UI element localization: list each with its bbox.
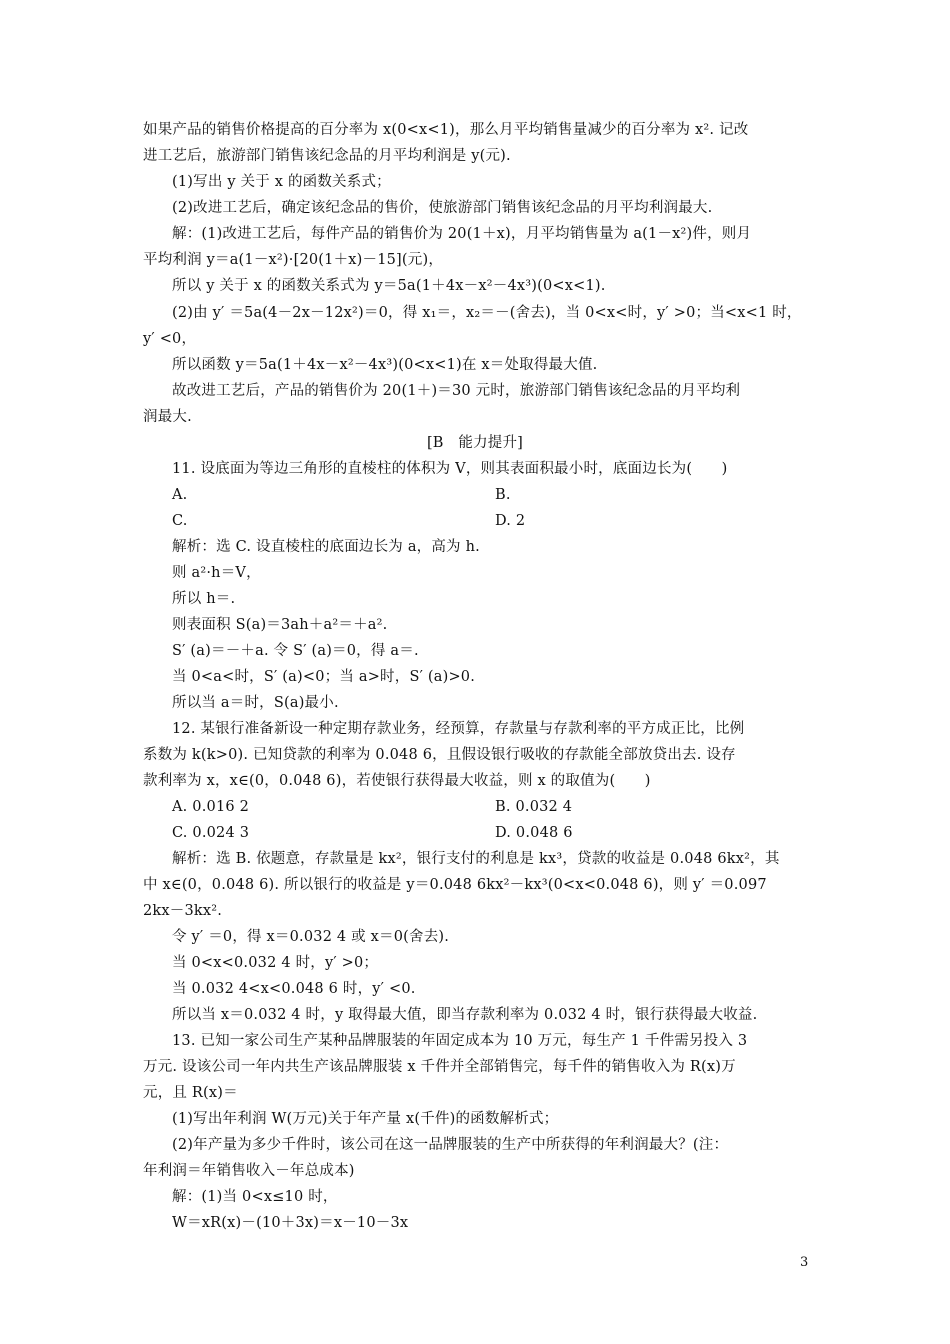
text-line: 解：(1)改进工艺后，每件产品的销售价为 20(1＋x)，月平均销售量为 a(1－x²)件，则月 — [172, 226, 752, 242]
text-line: 则表面积 S(a)＝3ah＋a²＝＋a². — [172, 617, 388, 633]
text-line: 如果产品的销售价格提高的百分率为 x(0<x<1)，那么月平均销售量减少的百分率为 x². 记改 — [143, 122, 749, 138]
text-line: (2)由 y′ ＝5a(4－2x－12x²)＝0，得 x₁＝，x₂＝－(舍去)，当 0<x<时，y′ >0；当<x<1 时， — [172, 305, 802, 321]
question-13: 13. 已知一家公司生产某种品牌服装的年固定成本为 10 万元，每生产 1 千件需另投入 3 — [172, 1033, 748, 1049]
question-12: 12. 某银行准备新设一种定期存款业务，经预算，存款量与存款利率的平方成正比，比例 — [172, 721, 745, 737]
text-line: 系数为 k(k>0). 已知贷款的利率为 0.048 6，且假设银行吸收的存款能全部放贷出去. 设存 — [143, 747, 736, 763]
text-line: 则 a²·h＝V， — [172, 565, 261, 581]
option-d: D. 0.048 6 — [495, 825, 573, 841]
text-line: 令 y′ ＝0，得 x＝0.032 4 或 x＝0(舍去). — [172, 929, 450, 945]
option-b: B. 0.032 4 — [495, 799, 573, 815]
text-line: 中 x∈(0，0.048 6). 所以银行的收益是 y＝0.048 6kx²－kx³(0<x<0.048 6)，则 y′ ＝0.097 — [143, 877, 767, 893]
section-heading: [B 能力提升] — [426, 435, 524, 451]
text-line: 所以当 a＝时，S(a)最小. — [172, 695, 339, 711]
option-c: C. 0.024 3 — [172, 825, 250, 841]
text-line: (2)改进工艺后，确定该纪念品的售价，使旅游部门销售该纪念品的月平均利润最大. — [172, 200, 713, 216]
option-a: A. — [172, 487, 188, 503]
text-line: 2kx－3kx². — [143, 903, 223, 919]
text-line: 款利率为 x，x∈(0，0.048 6)，若使银行获得最大收益，则 x 的取值为( ) — [143, 773, 651, 789]
text-line: 所以当 x＝0.032 4 时，y 取得最大值，即当存款利率为 0.032 4 时，银行获得最大收益. — [172, 1007, 758, 1023]
text-line: (2)年产量为多少千件时，该公司在这一品牌服装的生产中所获得的年利润最大？(注： — [172, 1137, 729, 1153]
text-line: 平均利润 y＝a(1－x²)·[20(1＋x)－15](元)， — [143, 252, 444, 268]
text-line: 所以 y 关于 x 的函数关系式为 y＝5a(1＋4x－x²－4x³)(0<x<1). — [172, 278, 606, 294]
text-line: 润最大. — [143, 409, 192, 425]
text-line: y′ <0， — [143, 331, 197, 347]
text-line: W＝xR(x)－(10＋3x)＝x－10－3x — [172, 1215, 409, 1231]
option-b: B. — [495, 487, 511, 503]
option-d: D. 2 — [495, 513, 526, 529]
text-line: 进工艺后，旅游部门销售该纪念品的月平均利润是 y(元). — [143, 148, 511, 164]
page-number: 3 — [800, 1255, 809, 1270]
text-line: 解析：选 C. 设直棱柱的底面边长为 a，高为 h. — [172, 539, 480, 555]
text-line: 当 0.032 4<x<0.048 6 时，y′ <0. — [172, 981, 416, 997]
text-line: 解：(1)当 0<x≤10 时， — [172, 1189, 338, 1205]
text-line: (1)写出年利润 W(万元)关于年产量 x(千件)的函数解析式； — [172, 1111, 559, 1127]
text-line: 所以函数 y＝5a(1＋4x－x²－4x³)(0<x<1)在 x＝处取得最大值. — [172, 357, 598, 373]
text-line: S′ (a)＝－＋a. 令 S′ (a)＝0，得 a＝. — [172, 643, 419, 659]
question-11: 11. 设底面为等边三角形的直棱柱的体积为 V，则其表面积最小时，底面边长为( ) — [172, 461, 728, 477]
text-line: 当 0<a<时，S′ (a)<0；当 a>时，S′ (a)>0. — [172, 669, 476, 685]
text-line: (1)写出 y 关于 x 的函数关系式； — [172, 174, 391, 190]
text-line: 解析：选 B. 依题意，存款量是 kx²，银行支付的利息是 kx³，贷款的收益是 0.048 6kx²，其 — [172, 851, 780, 867]
text-line: 故改进工艺后，产品的销售价为 20(1＋)＝30 元时，旅游部门销售该纪念品的月平均利 — [172, 383, 741, 399]
text-line: 所以 h＝. — [172, 591, 236, 607]
text-line: 元，且 R(x)＝ — [143, 1085, 238, 1101]
text-line: 当 0<x<0.032 4 时，y′ >0； — [172, 955, 379, 971]
text-line: 万元. 设该公司一年内共生产该品牌服装 x 千件并全部销售完，每千件的销售收入为 R(x)万 — [143, 1059, 736, 1075]
text-line: 年利润＝年销售收入－年总成本) — [143, 1163, 355, 1179]
option-a: A. 0.016 2 — [172, 799, 250, 815]
option-c: C. — [172, 513, 188, 529]
